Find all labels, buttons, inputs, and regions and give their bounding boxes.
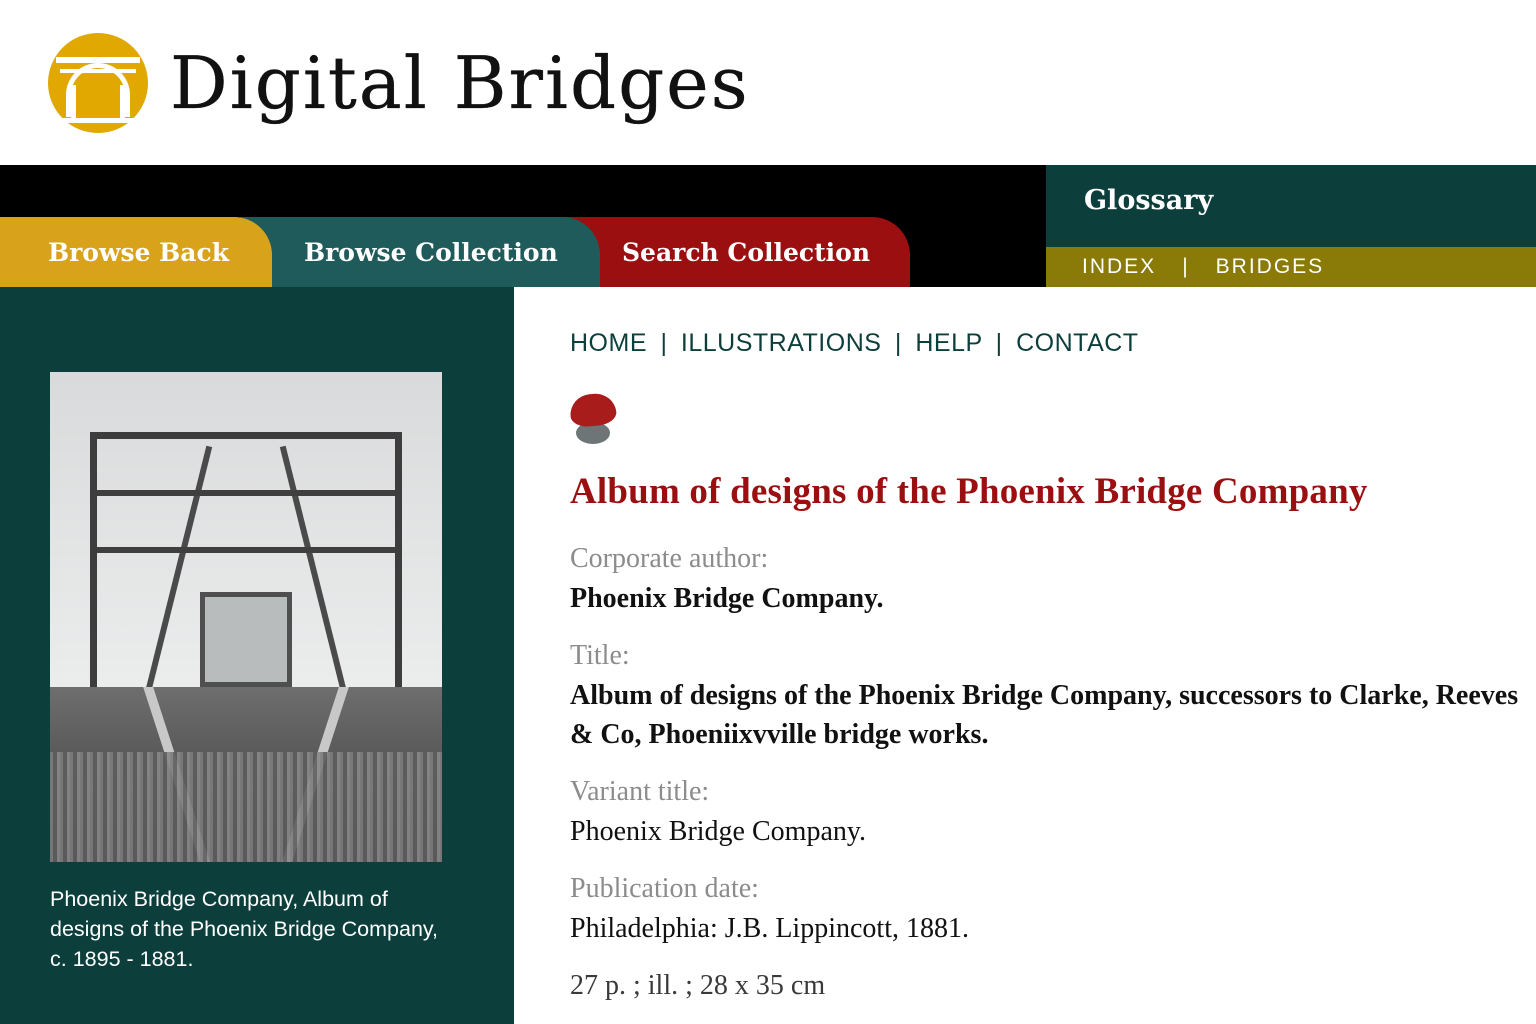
page-body [0, 287, 1536, 1024]
field-value: Phoenix Bridge Company. [570, 583, 884, 614]
tab-browse-collection-label: Browse Collection [304, 237, 558, 267]
bookmark-seal-icon [570, 394, 616, 444]
field-label: Corporate author: [570, 543, 769, 574]
glossary-link-bridges[interactable]: BRIDGES [1215, 255, 1325, 278]
field-publication-date [570, 873, 1536, 948]
photo-beam-upper [97, 490, 395, 496]
breadcrumb-home[interactable]: HOME [570, 329, 647, 357]
glossary-link-separator: | [1182, 255, 1190, 278]
breadcrumb-contact[interactable]: CONTACT [1016, 329, 1139, 357]
photo-beam-lower [97, 547, 395, 553]
site-header [0, 0, 1536, 165]
photo-portal [200, 592, 292, 687]
sidebar [0, 287, 514, 1024]
bridge-photograph[interactable] [50, 372, 442, 862]
field-label: Publication date: [570, 873, 759, 904]
field-corporate-author [570, 543, 1536, 618]
logo-pier-right [120, 85, 125, 119]
field-extent: 27 p. ; ill. ; 28 x 35 cm [570, 970, 826, 1001]
glossary-links [1046, 247, 1536, 287]
field-label: Title: [570, 640, 630, 671]
bridge-roundel-icon[interactable] [48, 33, 148, 133]
breadcrumb-illustrations[interactable]: ILLUSTRATIONS [680, 329, 882, 357]
tab-browse-back[interactable] [0, 217, 272, 287]
breadcrumb-separator-1: | [660, 329, 668, 357]
breadcrumb-separator-3: | [995, 329, 1003, 357]
photo-ballast [50, 752, 442, 862]
page-title: Album of designs of the Phoenix Bridge Company [570, 471, 1368, 512]
glossary-panel [1046, 165, 1536, 287]
navigation-band [0, 165, 1536, 287]
tab-browse-collection[interactable] [240, 217, 600, 287]
field-variant-title [570, 776, 1536, 851]
site-title: Digital Bridges [170, 40, 750, 125]
field-value: Philadelphia: J.B. Lippincott, 1881. [570, 913, 969, 944]
logo-base-line [62, 118, 134, 123]
logo-pier-left [71, 85, 76, 119]
photo-caption: Phoenix Bridge Company, Album of designs of the Phoenix Bridge Company, c. 1895 - 1881. [50, 887, 439, 971]
tab-browse-back-label: Browse Back [48, 237, 230, 267]
main-content [514, 287, 1536, 1024]
glossary-title: Glossary [1084, 185, 1214, 216]
field-title [570, 640, 1536, 754]
field-value: Album of designs of the Phoenix Bridge Company, successors to Clarke, Reeves & Co, Phoeniixvville bridge works. [570, 680, 1519, 750]
field-value: Phoenix Bridge Company. [570, 816, 867, 847]
navigation-tabs [0, 165, 1046, 287]
bookmark-seal-cap [568, 392, 617, 429]
breadcrumb-help[interactable]: HELP [915, 329, 983, 357]
breadcrumb [570, 329, 1536, 358]
logo-deck-line [56, 57, 140, 63]
field-label: Variant title: [570, 776, 710, 807]
glossary-link-index[interactable]: INDEX [1082, 255, 1157, 278]
breadcrumb-separator-2: | [894, 329, 902, 357]
tab-search-collection-label: Search Collection [622, 237, 871, 267]
